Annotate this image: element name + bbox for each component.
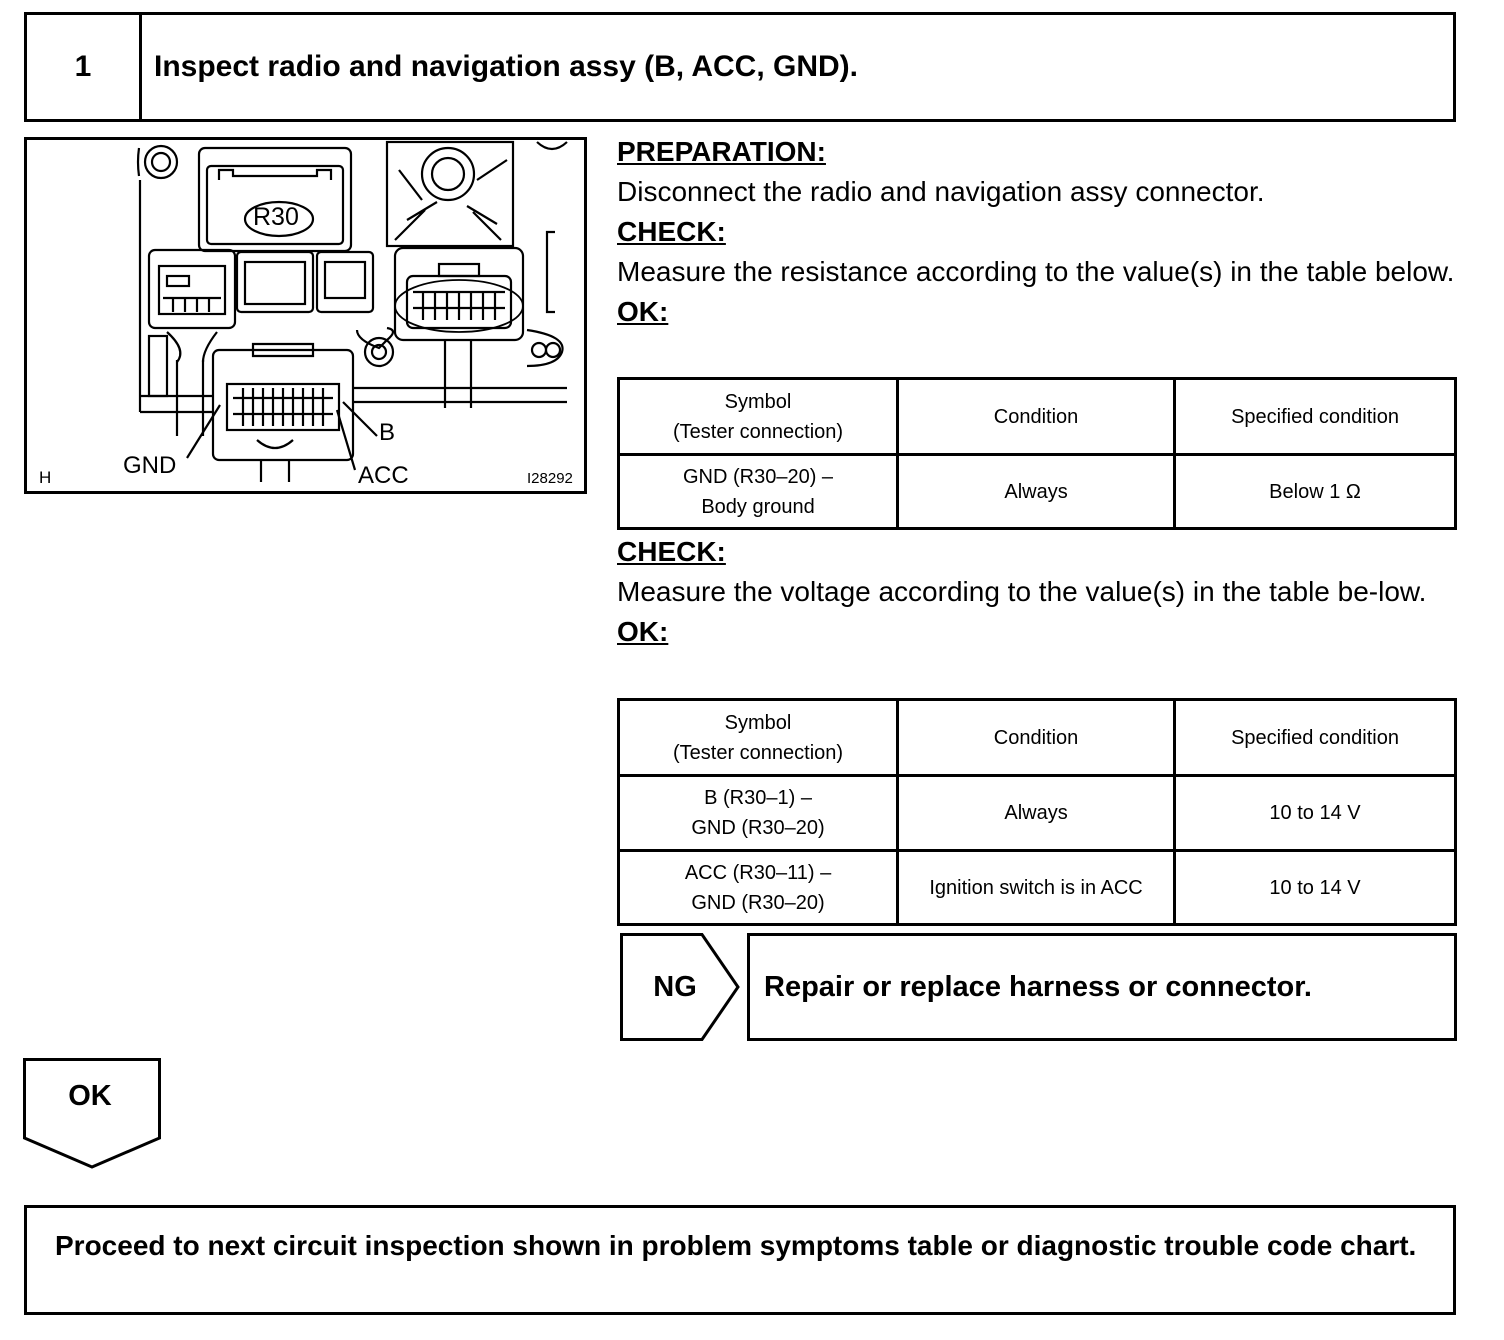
ok-label: OK — [68, 1080, 112, 1112]
cell-specified: Below 1 Ω — [1175, 455, 1456, 529]
ok-arrow — [23, 1058, 161, 1170]
check1-ok-heading: OK: — [617, 296, 669, 327]
table-row — [619, 455, 1456, 529]
ng-action-box — [747, 933, 1457, 1041]
check2-ok-heading: OK: — [617, 616, 669, 647]
step-header — [24, 12, 1456, 122]
step-title: Inspect radio and navigation assy (B, ACC, GND). — [154, 50, 859, 83]
pin-label-b: B — [379, 419, 396, 446]
figure-corner-letter: H — [39, 468, 52, 487]
voltage-table — [617, 698, 1457, 926]
connector-label-r30: R30 — [253, 203, 299, 231]
preparation-text: Disconnect the radio and navigation assy connector. — [617, 176, 1265, 207]
pin-label-gnd: GND — [123, 452, 177, 479]
cell-symbol: GND (R30–20) – Body ground — [619, 455, 898, 529]
check1-heading: CHECK: — [617, 216, 726, 247]
connector-figure — [24, 137, 587, 494]
header-specified: Specified condition — [1175, 379, 1456, 455]
connector-illustration — [27, 140, 584, 491]
check2-section — [617, 532, 1457, 652]
pin-label-acc: ACC — [358, 462, 409, 489]
cell-condition: Always — [898, 455, 1175, 529]
table-header-row — [619, 700, 1456, 776]
next-step-box — [24, 1205, 1456, 1315]
table-row — [619, 851, 1456, 925]
header-condition: Condition — [898, 379, 1175, 455]
step-number: 1 — [27, 15, 142, 119]
next-step-text: Proceed to next circuit inspection shown in problem symptoms table or diagnostic trouble code chart. — [55, 1230, 1417, 1261]
table-header-row — [619, 379, 1456, 455]
cell-condition: Ignition switch is in ACC — [898, 851, 1175, 925]
ng-label: NG — [653, 970, 697, 1003]
cell-condition: Always — [898, 776, 1175, 851]
preparation-heading: PREPARATION: — [617, 136, 826, 167]
ok-arrow-shape — [23, 1058, 161, 1170]
ng-action-text: Repair or replace harness or connector. — [764, 970, 1312, 1003]
check1-text: Measure the resistance according to the value(s) in the table below. — [617, 256, 1455, 287]
header-specified: Specified condition — [1175, 700, 1456, 776]
table-row — [619, 776, 1456, 851]
check2-text: Measure the voltage according to the value(s) in the table be-low. — [617, 576, 1427, 607]
cell-symbol: B (R30–1) – GND (R30–20) — [619, 776, 898, 851]
cell-specified: 10 to 14 V — [1175, 776, 1456, 851]
preparation-section — [617, 132, 1457, 332]
figure-id: I28292 — [527, 470, 573, 487]
ng-arrow — [620, 933, 744, 1041]
cell-specified: 10 to 14 V — [1175, 851, 1456, 925]
check2-heading: CHECK: — [617, 536, 726, 567]
resistance-table — [617, 377, 1457, 530]
cell-symbol: ACC (R30–11) – GND (R30–20) — [619, 851, 898, 925]
header-symbol: Symbol (Tester connection) — [619, 700, 898, 776]
header-symbol: Symbol (Tester connection) — [619, 379, 898, 455]
header-condition: Condition — [898, 700, 1175, 776]
